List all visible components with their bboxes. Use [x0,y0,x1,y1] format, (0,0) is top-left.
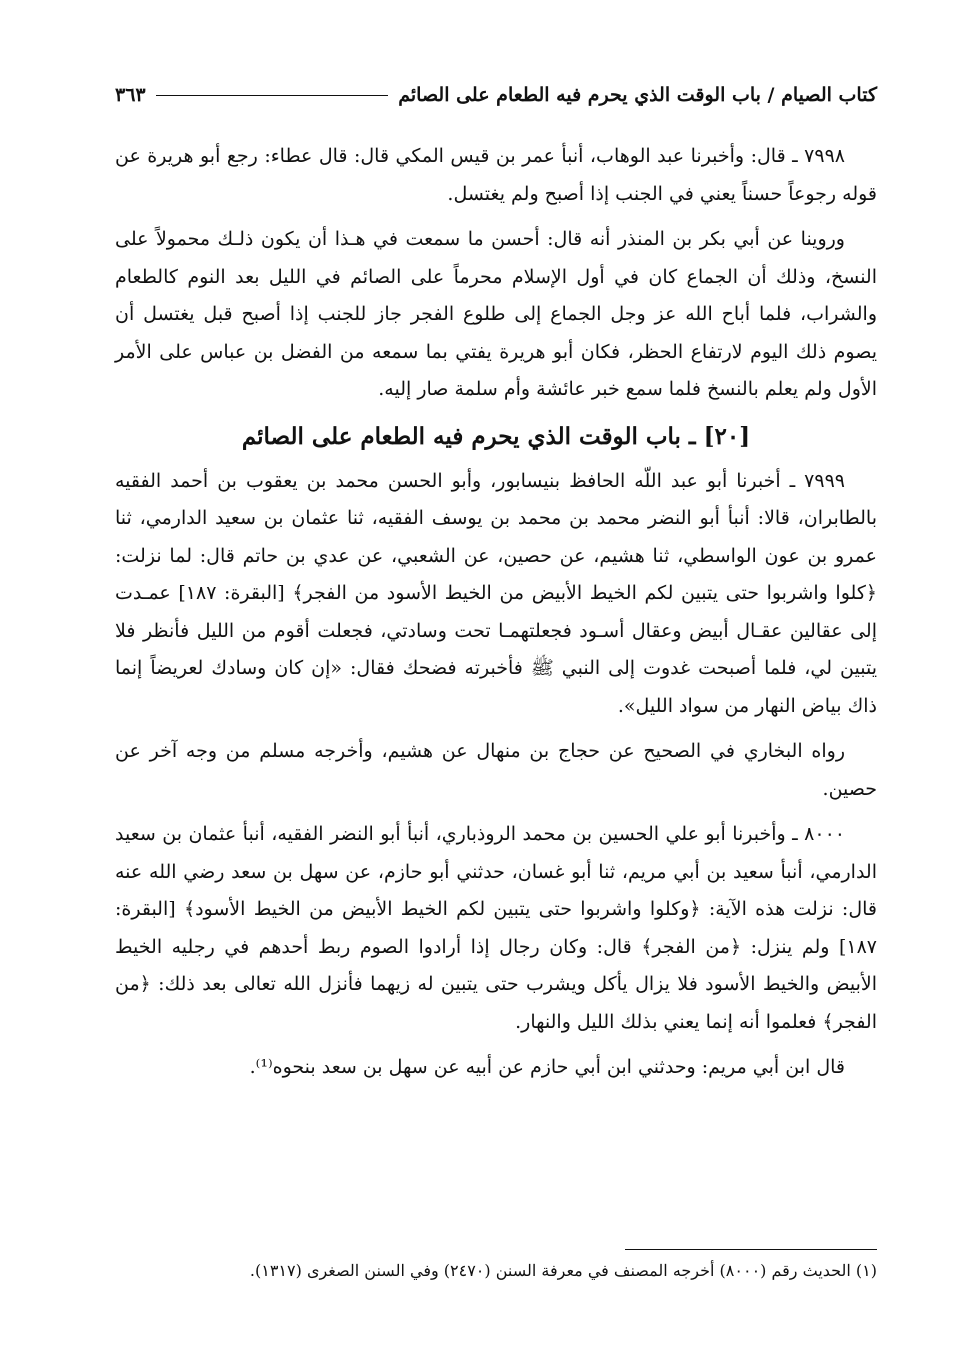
page-body [115,138,877,1093]
paragraph-ibn-abi-maryam: قال ابن أبي مريم: وحدثني ابن أبي حازم عن أبيه عن سهل بن سعد بنحوه⁽¹⁾. [249,1056,845,1078]
paragraph-bukhari-note: رواه البخاري في الصحيح عن حجاج بن منهال عن هشيم، وأخرجه مسلم من وجه آخر عن حصين. [115,740,877,800]
paragraph-ibn-mundhir: وروينا عن أبي بكر بن المنذر أنه قال: أحسن ما سمعت في هـذا أن يكون ذلـك محمولاً على النسخ، وذلك أن الجماع كان في أول الإسلام محرماً على الصائم في الليل بعد النوم كالطعام والشراب، فلما أباح الله عز وجل الجماع إلى طلوع الفجر جاز للجنب إذا أصبح قبل يغتسل أن يصوم ذلك اليوم لارتفاع الحظر، فكان أبو هريرة يفتي بما سمعه من الفضل بن عباس على الأمر الأول ولم يعلم بالنسخ فلما سمع خبر عائشة وأم سلمة صار إليه. [115,228,877,400]
paragraph-hadith-8000: ٨٠٠٠ ـ وأخبرنا أبو علي الحسين بن محمد الروذباري، أنبأ أبو النضر الفقيه، أنبأ عثمان بن سعيد الدارمي، أنبأ سعيد بن أبي مريم، ثنا أبو غسان، حدثني أبو حازم، عن سهل بن سعد رضي الله عنه قال: نزلت هذه الآية: ﴿وكلوا واشربوا حتى يتبين لكم الخيط الأبيض من الخيط الأسود﴾ [البقرة: ١٨٧] ولم ينزل: ﴿من الفجر﴾ قال: وكان رجال إذا أرادوا الصوم ربط أحدهم في رجليه الخيط الأبيض والخيط الأسود فلا يزال يأكل ويشرب حتى يتبين له زيهما فأنزل الله تعالى بعد ذلك: ﴿من الفجر﴾ فعلموا أنه إنما يعني بذلك الليل والنهار. [115,823,877,1033]
chapter-heading: [٢٠] ـ باب الوقت الذي يحرم فيه الطعام على الصائم [241,422,751,450]
paragraph-hadith-7998: ٧٩٩٨ ـ قال: وأخبرنا عبد الوهاب، أنبأ عمر بن قيس المكي قال: قال عطاء: رجع أبو هريرة عن قوله رجوعاً حسناً يعني في الجنب إذا أصبح ولم يغتسل. [115,145,877,205]
running-header [115,78,877,112]
header-title: كتاب الصيام / باب الوقت الذي يحرم فيه الطعام على الصائم [398,84,877,106]
page-number: ٣٦٣ [115,84,146,106]
paragraph-hadith-7999: ٧٩٩٩ ـ أخبرنا أبو عبد اللّه الحافظ بنيسابور، وأبو الحسن محمد بن يعقوب بن أحمد الفقيه بالطابران، قالا: أنبأ أبو النضر محمد بن محمد بن يوسف الفقيه، ثنا عثمان بن سعيد الدارمي، ثنا عمرو بن عون الواسطي، ثنا هشيم، عن حصين، عن الشعبي، عن عدي بن حاتم قال: لما نزلت: ﴿كلوا واشربوا حتى يتبين لكم الخيط الأبيض من الخيط الأسود من الفجر﴾ [البقرة: ١٨٧] عمـدت إلى عقالين عقـال أبيض وعقال أسـود فجعلتهمـا تحت وسادتي، فجعلت أقوم من الليل فأنظر فلا يتبين لي، فلما أصبحت غدوت إلى النبي ﷺ فأخبرته فضحك فقال: «إن كان وسادك لعريضاً إنما ذاك بياض النهار من سواد الليل». [115,469,877,717]
footnote: (١) الحديث رقم (٨٠٠٠) أخرجه المصنف في معرفة السنن (٢٤٧٠) وفي السنن الصغرى (١٣١٧). [249,1261,877,1280]
header-rule [156,95,389,96]
footnote-rule [625,1249,877,1250]
